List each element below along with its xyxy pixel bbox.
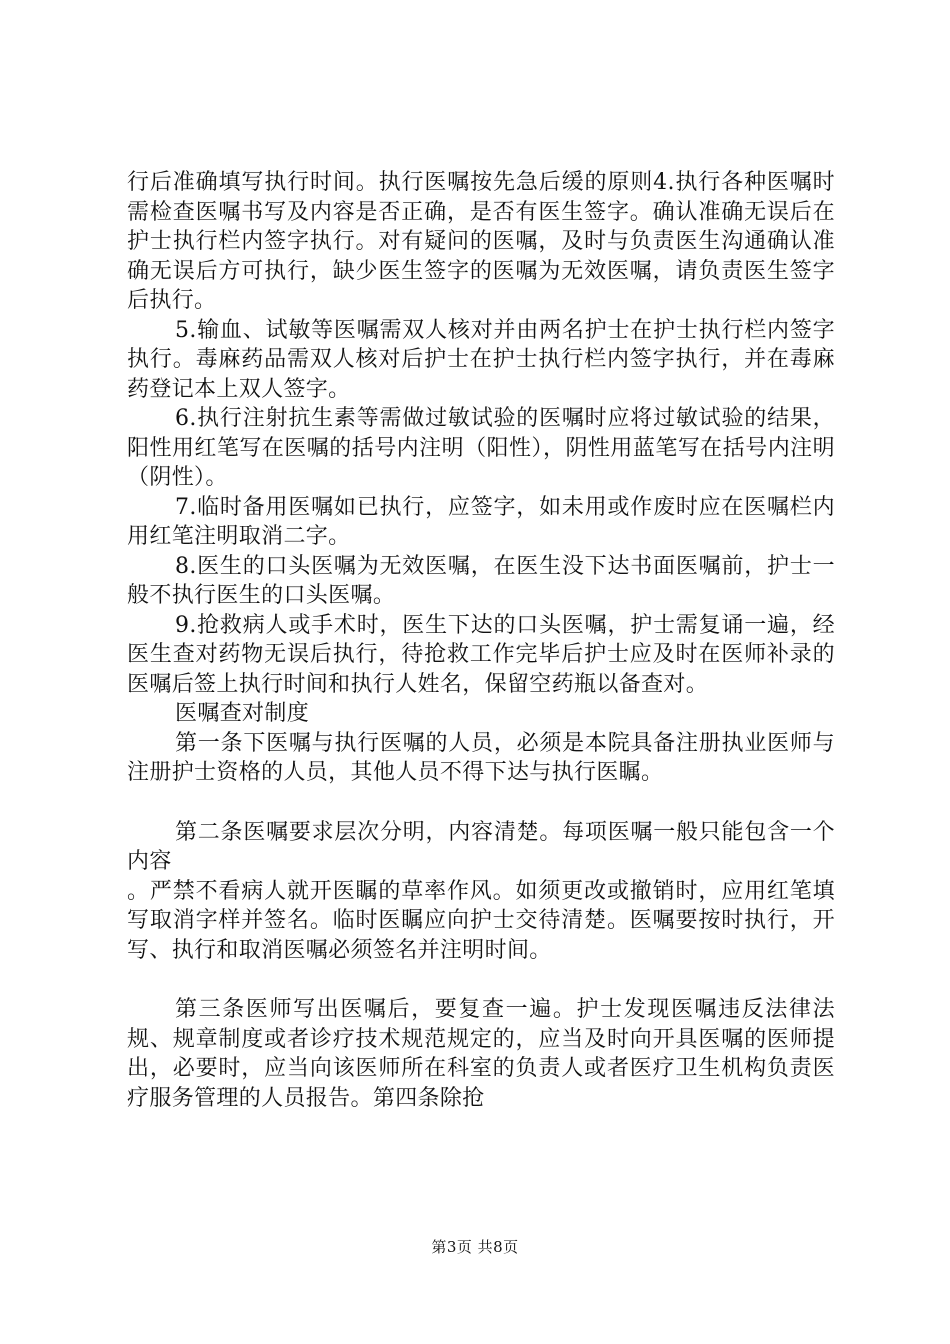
page-number: 第3页 共8页 [431,1238,519,1256]
paragraph-continuation: 行后准确填写执行时间。执行医嘱按先急后缓的原则4.执行各种医嘱时需检查医嘱书写及内容是否正确，是否有医生签字。确认准确无误后在护士执行栏内签字执行。对有疑问的医嘱，及时与负责医生沟通确认准确无误后方可执行，缺少医生签字的医嘱为无效医嘱，请负责医生签字后执行。 [127,170,835,313]
paragraph-rule-8: 8.医生的口头医嘱为无效医嘱，在医生没下达书面医嘱前，护士一般不执行医生的口头医嘱。 [127,553,835,608]
paragraph-article-1: 第一条下医嘱与执行医嘱的人员，必须是本院具备注册执业医师与注册护士资格的人员，其他人员不得下达与执行医瞩。 [127,730,835,785]
paragraph-article-2: 第二条医嘱要求层次分明，内容清楚。每项医嘱一般只能包含一个内容 [127,819,835,874]
paragraph-rule-9: 9.抢救病人或手术时，医生下达的口头医嘱，护士需复诵一遍，经医生查对药物无误后执行，待抢救工作完毕后护士应及时在医师补录的医嘱后签上执行时间和执行人姓名，保留空药瓶以备查对。 [127,612,835,697]
paragraph-article-3: 第三条医师写出医嘱后，要复查一遍。护士发现医嘱违反法律法规、规章制度或者诊疗技术规范规定的，应当及时向开具医嘱的医师提出，必要时，应当向该医师所在科室的负责人或者医疗卫生机构负责医疗服务管理的人员报告。第四条除抢 [127,997,835,1111]
paragraph-rule-6: 6.执行注射抗生素等需做过敏试验的医嘱时应将过敏试验的结果，阳性用红笔写在医嘱的括号内注明（阳性），阴性用蓝笔写在括号内注明（阴性）。 [127,406,835,490]
section-heading: 医嘱查对制度 [175,701,310,726]
paragraph-rule-5: 5.输血、试敏等医嘱需双人核对并由两名护士在护士执行栏内签字执行。毒麻药品需双人核对后护士在护士执行栏内签字执行，并在毒麻药登记本上双人签字。 [127,317,835,402]
paragraph-article-2-continued: 。严禁不看病人就开医瞩的草率作风。如须更改或撤销时，应用红笔填写取消字样并签名。临时医瞩应向护士交待清楚。医嘱要按时执行，开写、执行和取消医嘱必须签名并注明时间。 [127,878,835,963]
paragraph-rule-7: 7.临时备用医嘱如已执行，应签字，如未用或作废时应在医嘱栏内用红笔注明取消二字。 [127,494,835,549]
document-body [127,168,835,1113]
